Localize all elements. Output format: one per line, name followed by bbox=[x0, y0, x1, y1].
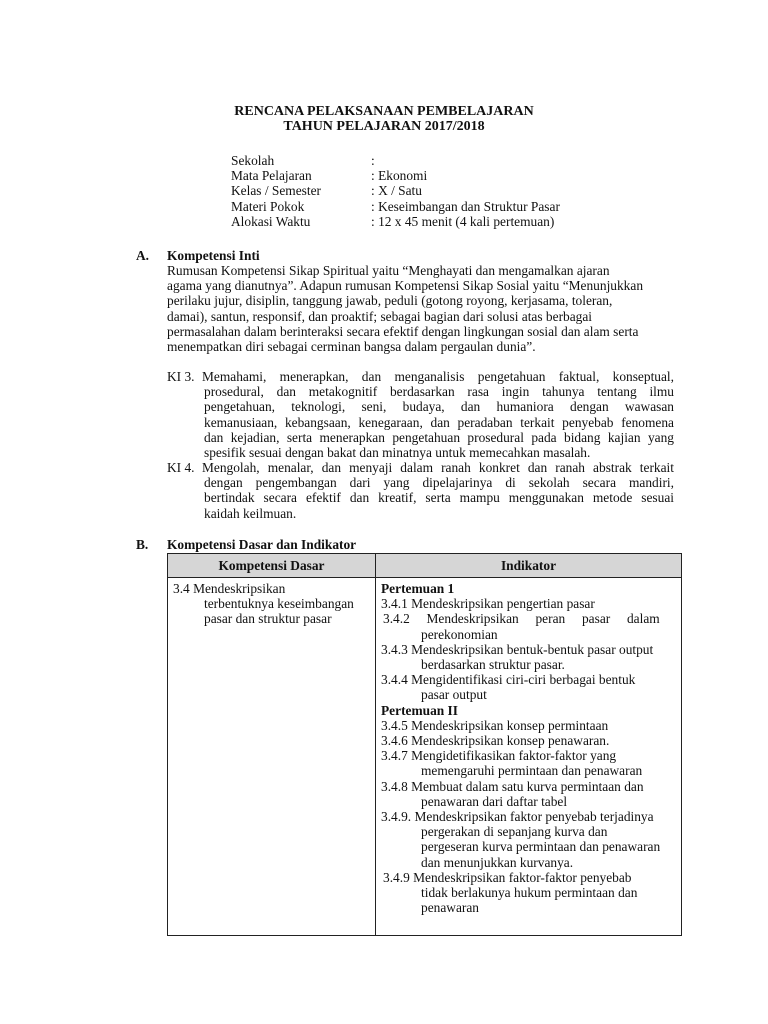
indicator-line: 3.4.6 Mendeskripsikan konsep penawaran. bbox=[381, 733, 610, 749]
indicator-line: pergeseran kurva permintaan dan penawaran bbox=[421, 839, 661, 855]
indicator-line: penawaran dari daftar tabel bbox=[421, 793, 568, 809]
indicator-line: 3.4.9. Mendeskripsikan faktor penyebab terjadinya bbox=[381, 809, 654, 825]
identity-row-school bbox=[231, 153, 691, 168]
indicator-line: tidak berlakunya hukum permintaan dan bbox=[421, 885, 638, 901]
paragraph-line: damai), santun, responsif, dan proaktif; sebagai bagian dari solusi atas berbagai bbox=[167, 308, 593, 324]
kd-line: pasar dan struktur pasar bbox=[204, 611, 332, 627]
paragraph-line: Rumusan Kompetensi Sikap Spiritual yaitu “Menghayati dan mengamalkan ajaran bbox=[167, 263, 610, 278]
table-header-indicator: Indikator bbox=[376, 554, 682, 578]
indicator-line: penawaran bbox=[421, 900, 479, 916]
ki-line: Memahami, menerapkan, dan menganalisis pengetahuan faktual, konseptual, bbox=[202, 369, 674, 384]
indicator-line: 3.4.4 Mengidentifikasi ciri-ciri berbagai bentuk bbox=[381, 672, 636, 688]
competence-indicator-table bbox=[167, 553, 682, 936]
indicator-line: 3.4.5 Mendeskripsikan konsep permintaan bbox=[381, 717, 609, 733]
ki-line: kaidah keilmuan. bbox=[204, 505, 297, 521]
ki4-label: KI 4. bbox=[167, 460, 195, 475]
section-a-letter: A. bbox=[136, 248, 150, 263]
identity-label: Sekolah bbox=[231, 153, 275, 168]
indicator-line: 3.4.7 Mengidetifikasikan faktor-faktor yang bbox=[381, 748, 617, 764]
meeting-1-heading: Pertemuan 1 bbox=[381, 581, 455, 596]
meeting-2-heading: Pertemuan II bbox=[381, 702, 458, 718]
ki-line: dengan pengembangan dari yang dipelajarinya di sekolah secara mandiri, bbox=[204, 475, 674, 491]
ki-line: bertindak secara efektif dan kreatif, serta mampu menggunakan metode sesuai bbox=[204, 490, 674, 506]
ki-line: prosedural, dan metakognitif berdasarkan rasa ingin tahunya tentang ilmu bbox=[204, 384, 674, 400]
indicator-line: 3.4.1 Mendeskripsikan pengertian pasar bbox=[381, 596, 595, 612]
indicator-line: 3.4.3 Mendeskripsikan bentuk-bentuk pasar output bbox=[381, 641, 654, 657]
indicator-line: 3.4.2 Mendeskripsikan peran pasar dalam bbox=[383, 611, 660, 627]
table-row bbox=[168, 578, 682, 936]
table-header-row bbox=[168, 554, 682, 578]
core-competence-paragraph bbox=[167, 263, 675, 354]
section-a-title: Kompetensi Inti bbox=[167, 248, 260, 263]
identity-value: : Keseimbangan dan Struktur Pasar bbox=[371, 199, 560, 214]
indicator-line: berdasarkan struktur pasar. bbox=[421, 657, 565, 673]
paragraph-line: permasalahan dalam berinteraksi secara efektif dengan lingkungan sosial dan alam serta bbox=[167, 323, 639, 339]
paragraph-line: agama yang dianutnya”. Adapun rumusan Kompetensi Sikap Sosial yaitu “Menunjukkan bbox=[167, 278, 644, 294]
section-b-title: Kompetensi Dasar dan Indikator bbox=[167, 537, 357, 552]
document-title: RENCANA PELAKSANAAN PEMBELAJARAN bbox=[234, 104, 534, 119]
ki-line: spesifik sesuai dengan bakat dan minatnya untuk memecahkan masalah. bbox=[204, 445, 591, 461]
ki3-label: KI 3. bbox=[167, 369, 195, 384]
paragraph-line: menempatkan diri sebagai cerminan bangsa dalam pergaulan dunia”. bbox=[167, 339, 536, 355]
indicator-cell bbox=[376, 578, 682, 936]
indicator-line: pasar output bbox=[421, 687, 487, 703]
identity-row-time bbox=[231, 214, 691, 229]
identity-label: Mata Pelajaran bbox=[231, 168, 312, 183]
identity-value: : 12 x 45 menit (4 kali pertemuan) bbox=[371, 214, 555, 229]
indicator-line: pergerakan di sepanjang kurva dan bbox=[421, 824, 608, 840]
ki-line: kemanusiaan, kebangsaan, kenegaraan, dan peradaban terkait penyebab fenomena bbox=[204, 414, 674, 430]
indicator-line: 3.4.9 Mendeskripsikan faktor-faktor penyebab bbox=[383, 869, 632, 885]
identity-label: Alokasi Waktu bbox=[231, 214, 311, 229]
indicator-line: perekonomian bbox=[421, 626, 498, 642]
table-header-kd: Kompetensi Dasar bbox=[168, 554, 376, 578]
identity-row-topic bbox=[231, 199, 691, 214]
section-b-letter: B. bbox=[136, 537, 149, 552]
indicator-line: 3.4.8 Membuat dalam satu kurva permintaan dan bbox=[381, 778, 644, 794]
identity-row-class bbox=[231, 183, 691, 198]
indicator-line: dan menunjukkan kurvanya. bbox=[421, 854, 574, 870]
ki4-text bbox=[204, 460, 674, 521]
ki-line: dan kejadian, serta menerapkan pengetahuan prosedural pada bidang kajian yang bbox=[204, 429, 674, 445]
identity-value: : X / Satu bbox=[371, 183, 422, 198]
ki-line: Mengolah, menalar, dan menyaji dalam ranah konkret dan ranah abstrak terkait bbox=[202, 460, 674, 475]
identity-row-subject bbox=[231, 168, 691, 183]
kd-cell bbox=[168, 578, 376, 936]
ki-line: pengetahuan, teknologi, seni, budaya, dan humaniora dengan wawasan bbox=[204, 399, 674, 415]
ki3-text bbox=[204, 369, 674, 460]
identity-value: : Ekonomi bbox=[371, 168, 428, 183]
indicator-line: memengaruhi permintaan dan penawaran bbox=[421, 763, 643, 779]
kd-line: 3.4 Mendeskripsikan bbox=[173, 581, 286, 596]
identity-label: Kelas / Semester bbox=[231, 183, 321, 198]
document-subtitle: TAHUN PELAJARAN 2017/2018 bbox=[283, 119, 485, 134]
identity-value: : bbox=[371, 153, 375, 168]
kd-line: terbentuknya keseimbangan bbox=[204, 596, 354, 612]
paragraph-line: perilaku jujur, disiplin, tanggung jawab, peduli (gotong royong, kerjasama, toleran, bbox=[167, 293, 613, 309]
identity-label: Materi Pokok bbox=[231, 199, 305, 214]
